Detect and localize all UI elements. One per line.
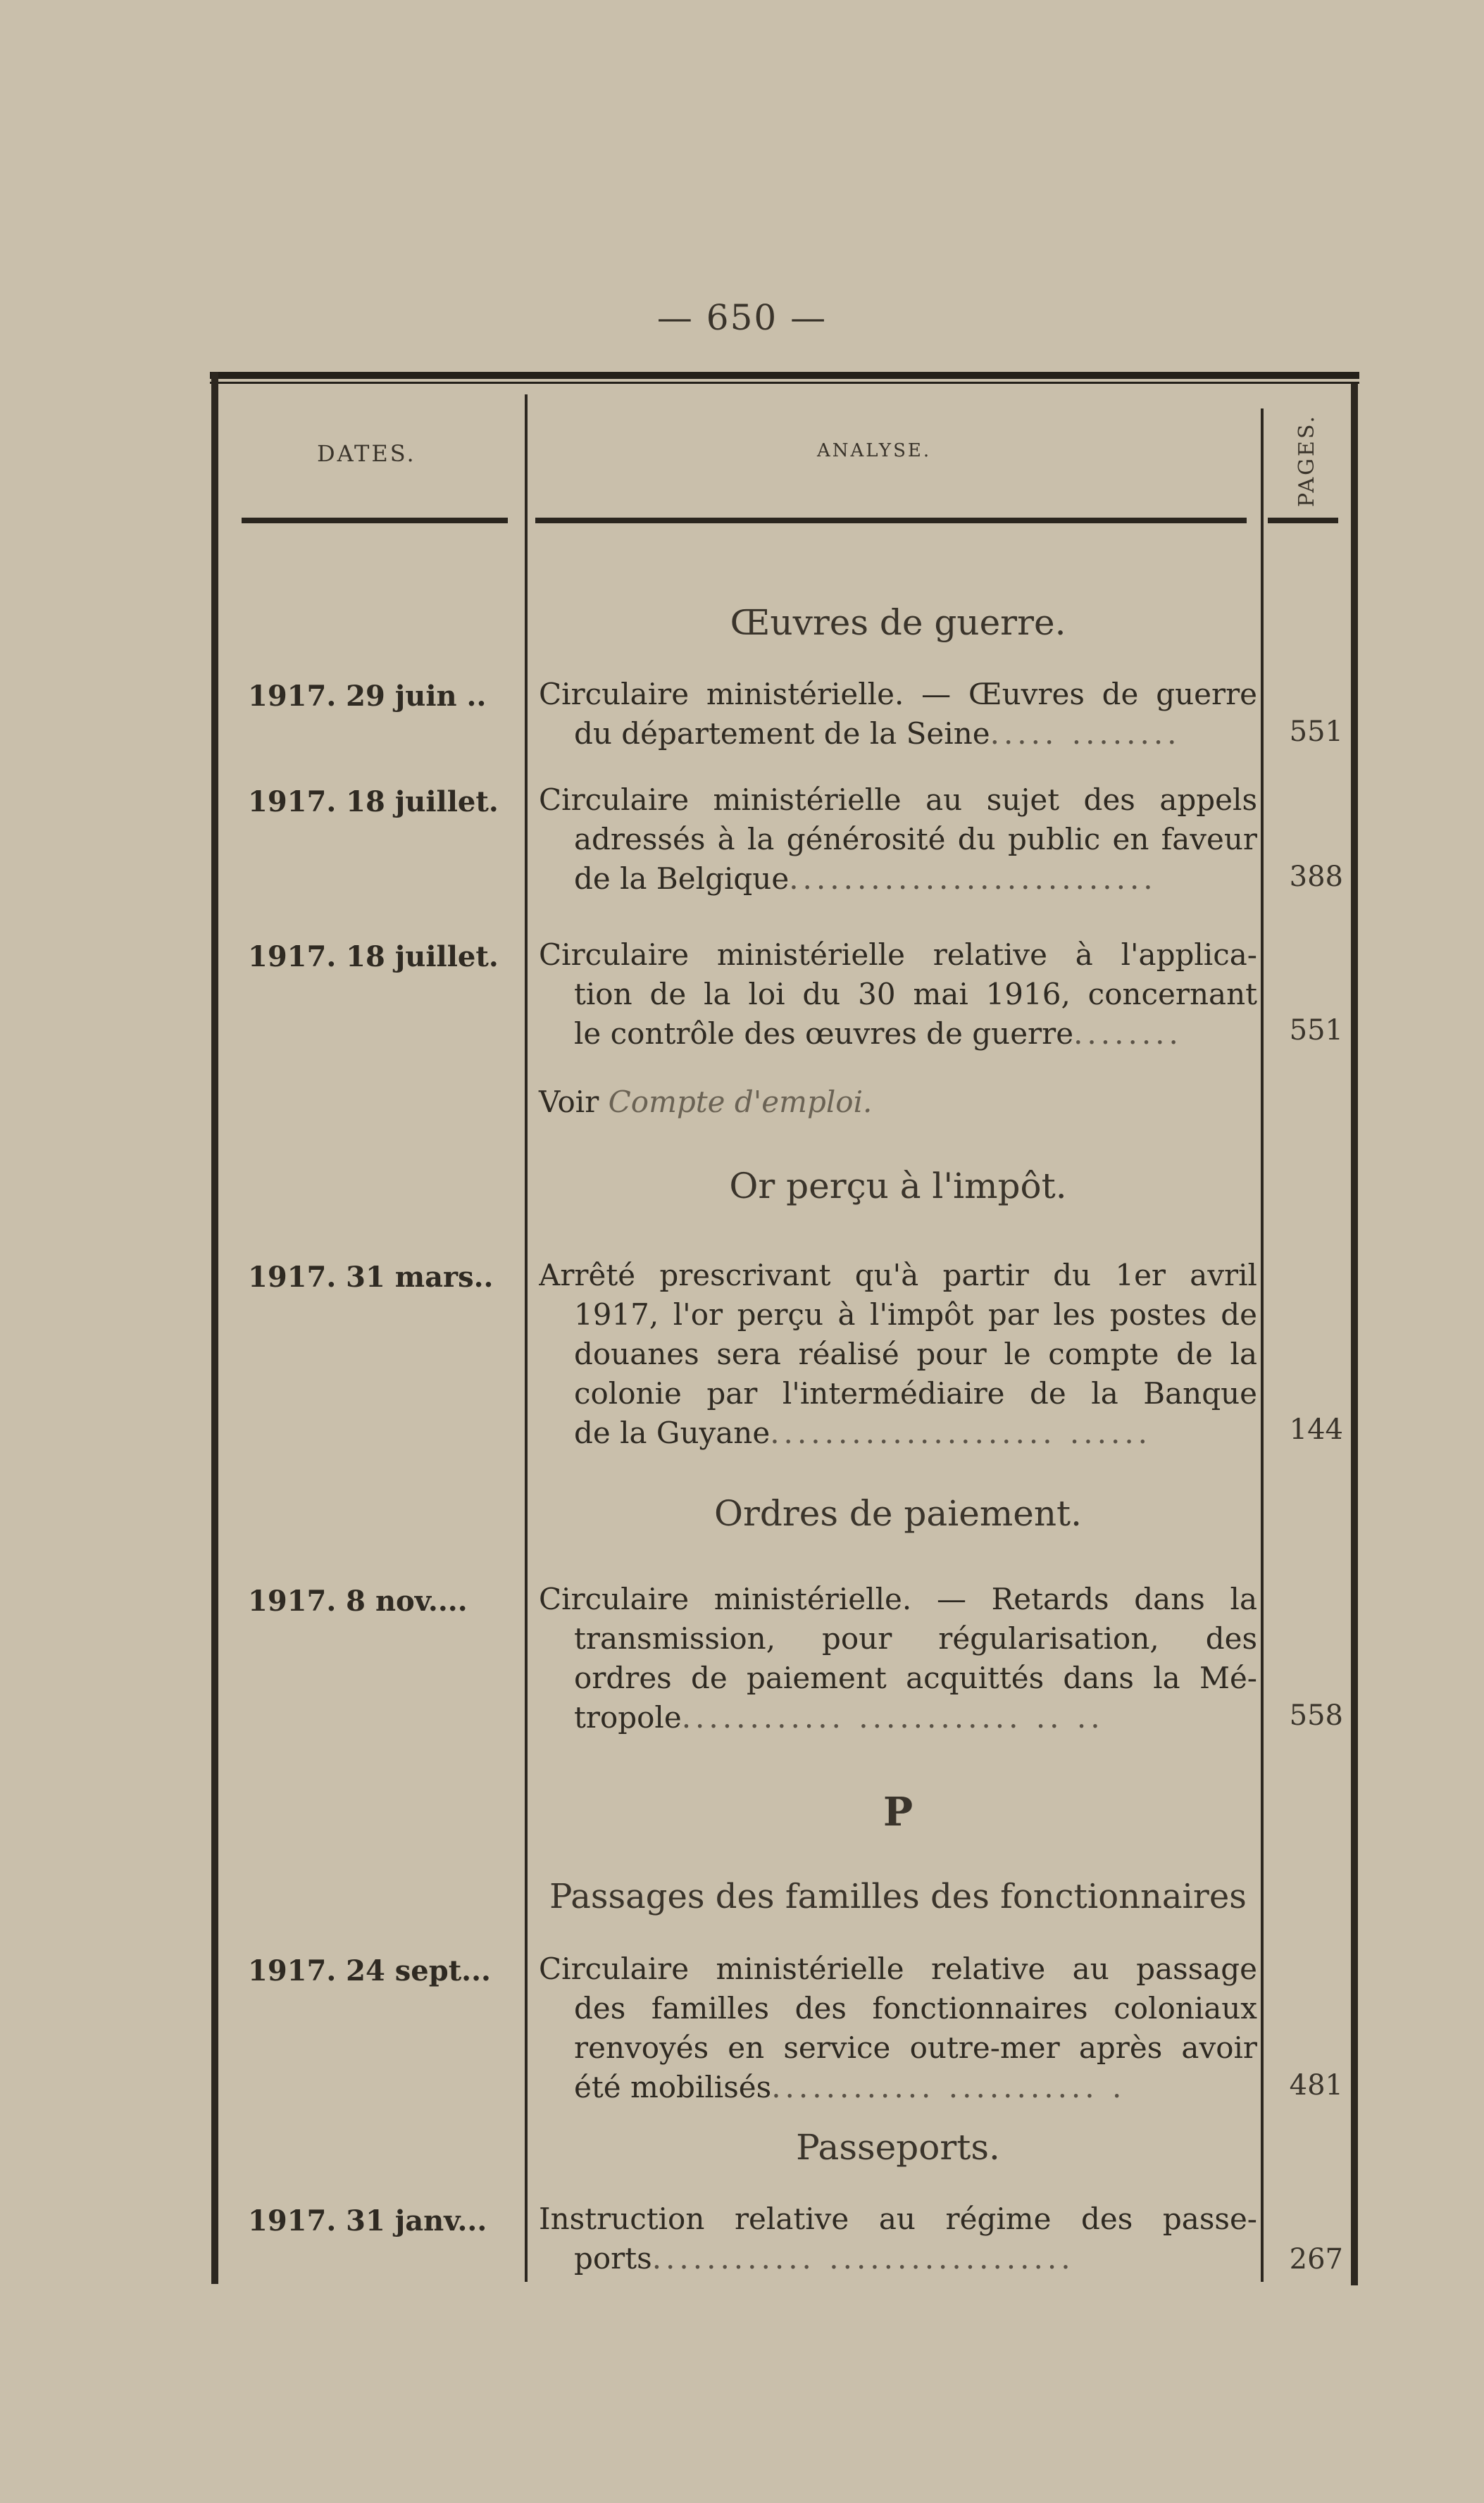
entry-text xyxy=(539,935,1257,1054)
leader-dots: ..... ........ xyxy=(990,716,1181,751)
section-title: Œuvres de guerre. xyxy=(730,602,1066,643)
leader-dots: ........................... xyxy=(789,861,1157,896)
dates-column-divider xyxy=(525,394,528,2282)
entry-line-row xyxy=(539,1014,1257,1054)
voir-prefix: Voir xyxy=(539,1085,599,1119)
section-title: Ordres de paiement. xyxy=(713,1493,1083,1534)
page-ref: 551 xyxy=(1289,716,1343,748)
page-ref: 144 xyxy=(1289,1413,1343,1446)
entry-line: du département de la Seine xyxy=(574,716,990,751)
entry-line: le contrôle des œuvres de guerre xyxy=(574,1016,1074,1051)
entry-line: des familles des fonctionnaires coloniaux xyxy=(574,1991,1257,2026)
top-rule-thin xyxy=(210,382,1359,384)
pages-column-divider xyxy=(1261,408,1264,2282)
entry-text xyxy=(539,675,1257,754)
entry-line-row xyxy=(539,859,1257,899)
header-rule-analyse xyxy=(535,518,1247,523)
header-pages: PAGES. xyxy=(1295,414,1319,507)
page-ref: 388 xyxy=(1289,861,1343,893)
entry-date: 1917. 29 juin .. xyxy=(248,680,487,713)
entry-line: Circulaire ministérielle. — Œuvres de guerre xyxy=(539,677,1257,711)
page-ref: 481 xyxy=(1289,2069,1343,2102)
leader-dots: ............ ........... . xyxy=(771,2070,1126,2104)
left-border xyxy=(211,372,218,2284)
section-title: Passages des familles des fonctionnaires xyxy=(549,1877,1247,1916)
header-analyse: ANALYSE. xyxy=(817,440,932,461)
entry-line: Arrêté prescrivant qu'à partir du 1er avril xyxy=(539,1258,1257,1292)
entry-line-row xyxy=(539,714,1257,754)
leader-dots: ........ xyxy=(1073,1016,1183,1051)
entry-line: tion de la loi du 30 mai 1916, concernant xyxy=(574,977,1257,1011)
cross-reference xyxy=(539,1085,872,1119)
entry-line: transmission, pour régularisation, des xyxy=(574,1621,1257,1656)
entry-text xyxy=(539,1580,1257,1737)
entry-line: adressés à la générosité du public en faveur xyxy=(574,822,1257,856)
entry-line: tropole xyxy=(574,1700,682,1735)
leader-dots: ............ ............ .. .. xyxy=(681,1700,1104,1735)
entry-line: renvoyés en service outre-mer après avoir xyxy=(574,2030,1257,2065)
leader-dots: ..................... ...... xyxy=(770,1416,1152,1450)
page-ref: 551 xyxy=(1289,1014,1343,1047)
entry-line: douanes sera réalisé pour le compte de la xyxy=(574,1337,1257,1371)
voir-ref: Compte d'emploi. xyxy=(608,1085,873,1119)
entry-date: 1917. 8 nov.... xyxy=(248,1585,468,1618)
entry-line: Circulaire ministérielle au sujet des appels xyxy=(539,782,1257,817)
page-ref: 558 xyxy=(1289,1699,1343,1732)
entry-line: Circulaire ministérielle. — Retards dans la xyxy=(539,1582,1257,1616)
entry-line: 1917, l'or perçu à l'impôt par les postes de xyxy=(574,1297,1257,1332)
entry-line: Circulaire ministérielle relative à l'applica- xyxy=(539,937,1257,972)
entry-line-row xyxy=(539,1413,1257,1453)
leader-dots: ............ .................. xyxy=(651,2241,1075,2276)
entry-line: Circulaire ministérielle relative au passage xyxy=(539,1952,1257,1986)
entry-line: de la Belgique xyxy=(574,861,790,896)
entry-text xyxy=(539,1949,1257,2107)
entry-text xyxy=(539,1256,1257,1453)
entry-line-row xyxy=(539,2068,1257,2107)
page-ref: 267 xyxy=(1289,2243,1343,2276)
entry-line-row xyxy=(539,2239,1257,2278)
header-rule-dates xyxy=(242,518,508,523)
entry-line: de la Guyane xyxy=(574,1416,771,1450)
header-rule-pages xyxy=(1268,518,1338,523)
section-title: Or perçu à l'impôt. xyxy=(729,1166,1067,1206)
right-border xyxy=(1351,384,1358,2285)
top-rule xyxy=(210,372,1359,379)
entry-text xyxy=(539,780,1257,899)
page-number: — 650 — xyxy=(656,297,828,338)
entry-date: 1917. 18 juillet. xyxy=(248,940,499,973)
entry-date: 1917. 31 janv... xyxy=(248,2204,487,2237)
entry-date: 1917. 18 juillet. xyxy=(248,785,499,818)
entry-line: été mobilisés xyxy=(574,2070,772,2104)
entry-line: colonie par l'intermédiaire de la Banque xyxy=(574,1376,1257,1411)
entry-line-row xyxy=(539,1698,1257,1737)
entry-line: ports xyxy=(574,2241,652,2276)
header-dates: DATES. xyxy=(317,440,416,467)
entry-date: 1917. 31 mars.. xyxy=(248,1261,494,1294)
entry-text xyxy=(539,2199,1257,2278)
entry-line: Instruction relative au régime des passe- xyxy=(539,2202,1257,2236)
entry-date: 1917. 24 sept... xyxy=(248,1954,491,1987)
section-letter: P xyxy=(883,1789,914,1835)
entry-line: ordres de paiement acquittés dans la Mé- xyxy=(574,1661,1257,1695)
section-title: Passeports. xyxy=(796,2127,1000,2168)
